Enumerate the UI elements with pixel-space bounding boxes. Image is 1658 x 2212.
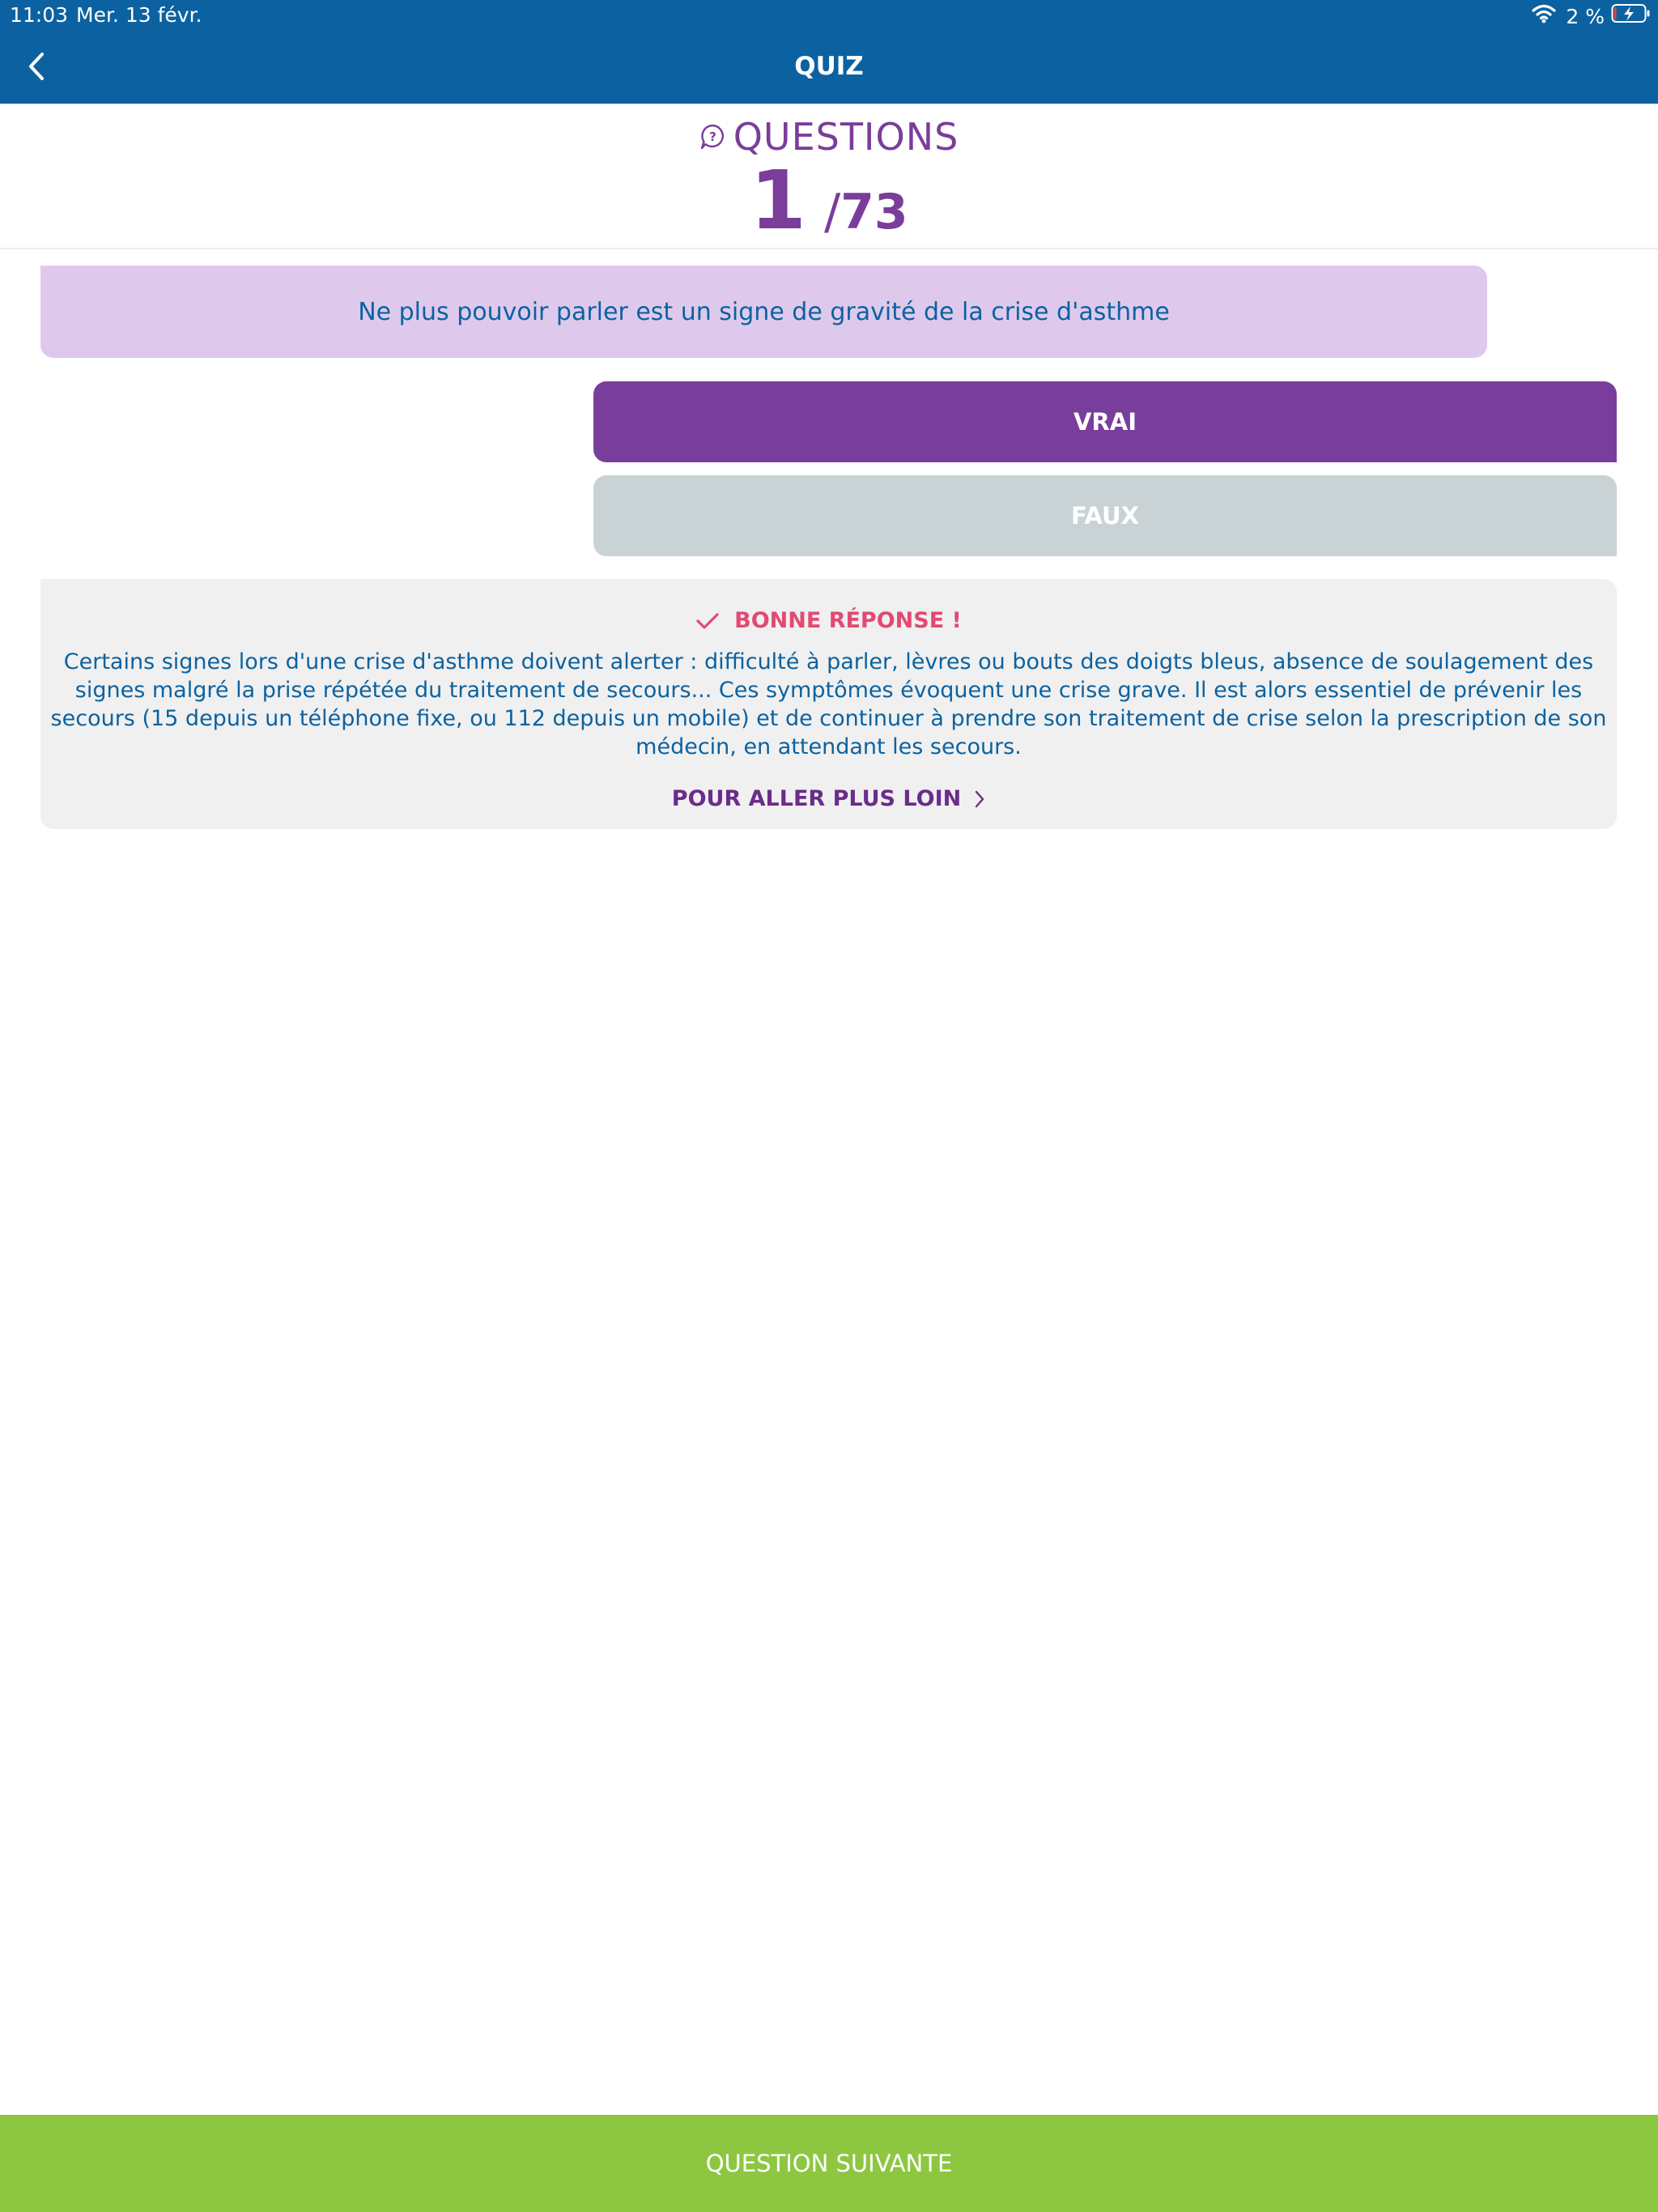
feedback-heading [40, 608, 1617, 633]
status-date: Mer. 13 févr. [76, 3, 202, 27]
wifi-icon [1532, 4, 1556, 28]
current-question-number: 1 [750, 153, 806, 248]
question-text: Ne plus pouvoir parler est un signe de gravité de la crise d'asthme [40, 266, 1487, 358]
learn-more-label: POUR ALLER PLUS LOIN [671, 786, 962, 811]
answer-true-button[interactable]: VRAI [593, 381, 1617, 462]
feedback-card [40, 579, 1617, 829]
check-icon [695, 612, 720, 630]
question-counter [0, 104, 1658, 249]
total-questions: 73 [840, 184, 908, 240]
chevron-right-icon [974, 789, 985, 809]
status-time: 11:03 [10, 3, 69, 27]
next-question-button[interactable]: QUESTION SUIVANTE [0, 2115, 1658, 2212]
questions-label: QUESTIONS [733, 115, 959, 159]
question-progress [0, 152, 1658, 249]
top-bar [0, 0, 1658, 104]
page-title: QUIZ [794, 52, 864, 81]
battery-percent: 2 % [1566, 4, 1605, 28]
feedback-title: BONNE RÉPONSE ! [734, 608, 962, 633]
battery-charging-icon [1611, 3, 1652, 29]
feedback-explanation: Certains signes lors d'une crise d'asthme doivent alerter : difficulté à parler, lèvres ou bouts des doigts bleus, absence de soulagement des signes malgré la prise répétée du traitement de secours... Ces symptômes évoquent une crise grave. Il est alors essentiel de prévenir les secours (15 depuis un téléphone fixe, ou 112 depuis un mobile) et de continuer à prendre son traitement de crise selon la prescription de son médecin, en attendant les secours. [50, 649, 1607, 759]
answer-false-button[interactable]: FAUX [593, 475, 1617, 556]
counter-separator: / [823, 184, 841, 240]
svg-text:?: ? [708, 130, 717, 144]
learn-more-link[interactable] [40, 786, 1617, 811]
question-bubble-icon [699, 123, 727, 151]
status-indicators [1532, 2, 1652, 31]
